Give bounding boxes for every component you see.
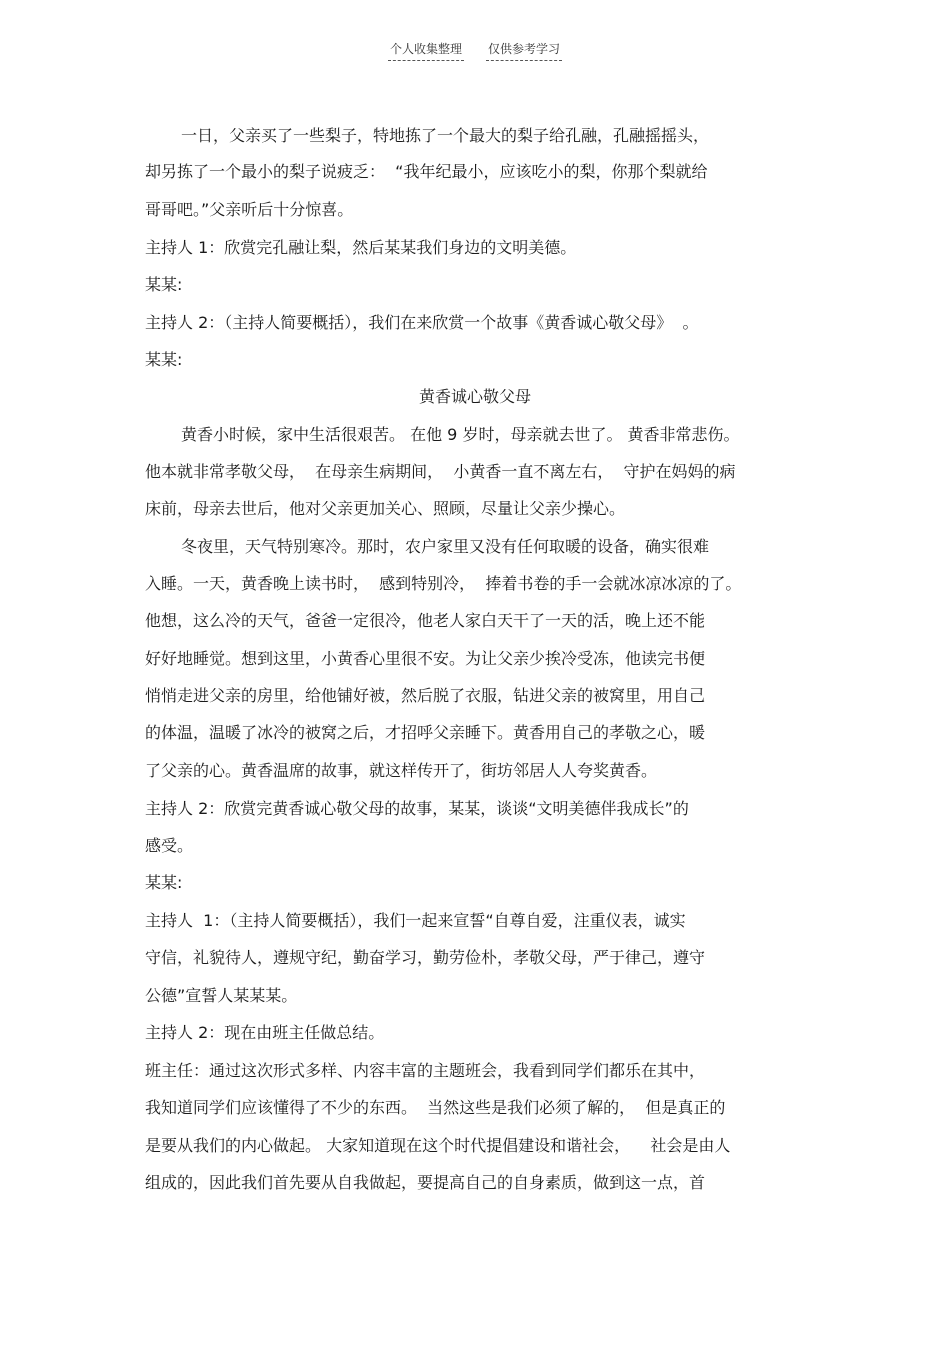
paragraph-line: 床前，母亲去世后，他对父亲更加关心、照顾，尽量让父亲少操心。 (145, 499, 626, 518)
paragraph-line: 守信，礼貌待人，遵规守纪，勤奋学习，勤劳俭朴，孝敬父母，严于律己，遵守 (145, 948, 706, 967)
paragraph-line: 他本就非常孝敬父母， 在母亲生病期间， 小黄香一直不离左右， 守护在妈妈的病 (145, 462, 736, 481)
paragraph-line: 悄悄走进父亲的房里，给他铺好被，然后脱了衣服，钻进父亲的被窝里，用自己 (145, 686, 706, 705)
paragraph-line: 组成的，因此我们首先要从自我做起，要提高自己的自身素质，做到这一点，首 (145, 1173, 706, 1192)
host-line: 主持人 2：欣赏完黄香诚心敬父母的故事，某某，谈谈“文明美德伴我成长”的 (145, 799, 689, 818)
host-line: 主持人 2：现在由班主任做总结。 (145, 1023, 385, 1042)
host-line: 主持人 1：（主持人简要概括），我们一起来宣誓“自尊自爱，注重仪表，诚实 (145, 911, 686, 930)
paragraph-line: 入睡。一天，黄香晚上读书时， 感到特别冷， 捧着书卷的手一会就冰凉冰凉的了。 (145, 574, 742, 593)
speaker-line: 某某: (145, 275, 183, 294)
paragraph-line: 黄香小时候，家中生活很艰苦。 在他 9 岁时，母亲就去世了。 黄香非常悲伤。 (181, 425, 740, 444)
paragraph-line: 一日，父亲买了一些梨子，特地拣了一个最大的梨子给孔融，孔融摇摇头， (181, 126, 710, 145)
speaker-line: 某某: (145, 350, 183, 369)
story-title: 黄香诚心敬父母 (418, 387, 531, 406)
paragraph-line: 他想，这么冷的天气，爸爸一定很冷，他老人家白天干了一天的活，晚上还不能 (145, 611, 706, 630)
header-text-left: 个人收集整理 (388, 40, 464, 61)
paragraph-line: 冬夜里，天气特别寒冷。那时，农户家里又没有任何取暖的设备，确实很难 (181, 537, 710, 556)
paragraph-line: 哥哥吧。”父亲听后十分惊喜。 (145, 200, 354, 219)
page-header (0, 40, 950, 61)
paragraph-line: 感受。 (145, 836, 194, 855)
paragraph-line: 公德”宣誓人某某某。 (145, 986, 298, 1005)
speaker-line: 某某: (145, 873, 183, 892)
host-line: 主持人 2：（主持人简要概括），我们在来欣赏一个故事《黄香诚心敬父母》 。 (145, 313, 699, 332)
header-text-right: 仅供参考学习 (486, 40, 562, 61)
paragraph-line: 了父亲的心。黄香温席的故事，就这样传开了，街坊邻居人人夸奖黄香。 (145, 761, 658, 780)
host-line: 主持人 1：欣赏完孔融让梨，然后某某我们身边的文明美德。 (145, 238, 577, 257)
paragraph-line: 却另拣了一个最小的梨子说疲乏： “我年纪最小，应该吃小的梨，你那个梨就给 (145, 162, 708, 181)
paragraph-line: 的体温，温暖了冰冷的被窝之后，才招呼父亲睡下。黄香用自己的孝敬之心，暖 (145, 723, 706, 742)
paragraph-line: 是要从我们的内心做起。 大家知道现在这个时代提倡建设和谐社会， 社会是由人 (145, 1136, 731, 1155)
paragraph-line: 好好地睡觉。想到这里，小黄香心里很不安。为让父亲少挨冷受冻，他读完书便 (145, 649, 706, 668)
paragraph-line: 我知道同学们应该懂得了不少的东西。 当然这些是我们必须了解的， 但是真正的 (145, 1098, 726, 1117)
teacher-line: 班主任：通过这次形式多样、内容丰富的主题班会，我看到同学们都乐在其中， (145, 1061, 706, 1080)
